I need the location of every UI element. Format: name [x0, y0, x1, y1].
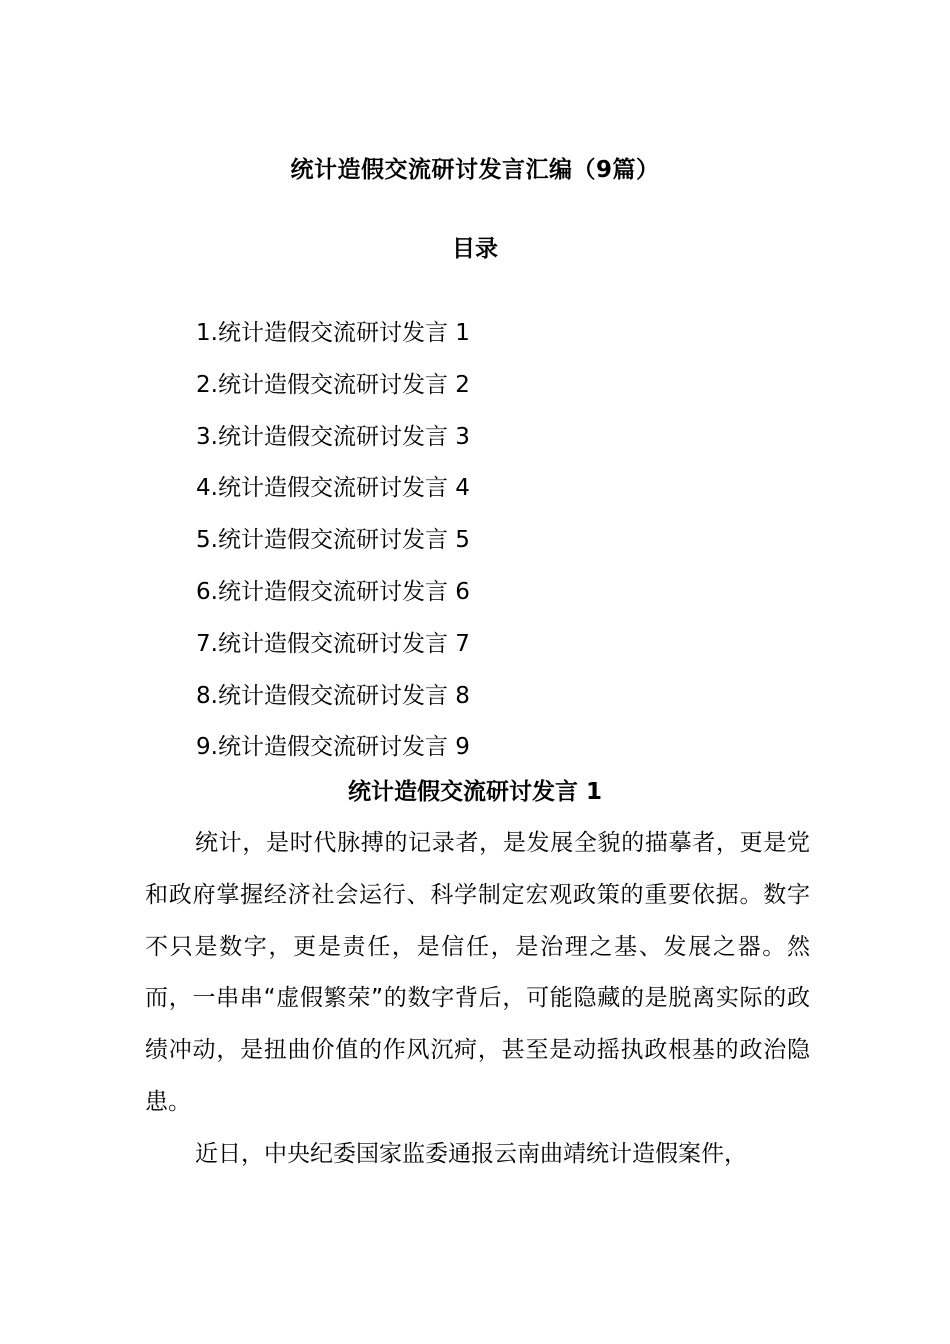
toc-item-8[interactable]: 8.统计造假交流研讨发言 8 — [196, 682, 470, 709]
toc-item-2[interactable]: 2.统计造假交流研讨发言 2 — [196, 371, 470, 398]
toc-item-6[interactable]: 6.统计造假交流研讨发言 6 — [196, 578, 470, 605]
toc-item-9[interactable]: 9.统计造假交流研讨发言 9 — [196, 734, 470, 761]
toc-heading: 目录 — [452, 236, 498, 262]
toc-item-4[interactable]: 4.统计造假交流研讨发言 4 — [196, 475, 470, 502]
document-title: 统计造假交流研讨发言汇编（9篇） — [290, 157, 660, 183]
body-paragraph: 近日，中央纪委国家监委通报云南曲靖统计造假案件， — [195, 1141, 747, 1167]
table-of-contents — [196, 308, 470, 774]
body-paragraph: 统计，是时代脉搏的记录者，是发展全貌的描摹者，更是党和政府掌握经济社会运行、科学制定宏观政策的重要依据。数字不只是数字，更是责任，是信任，是治理之基、发展之器。然而，一串串“虚假繁荣”的数字背后，可能隐藏的是脱离实际的政绩冲动，是扭曲价值的作风沉疴，甚至是动摇执政根基的政治隐患。 — [145, 830, 810, 1115]
section-title: 统计造假交流研讨发言 1 — [347, 779, 602, 805]
toc-item-3[interactable]: 3.统计造假交流研讨发言 3 — [196, 423, 470, 450]
toc-item-7[interactable]: 7.统计造假交流研讨发言 7 — [196, 630, 470, 657]
toc-item-5[interactable]: 5.统计造假交流研讨发言 5 — [196, 527, 470, 554]
toc-item-1[interactable]: 1.统计造假交流研讨发言 1 — [196, 320, 470, 346]
